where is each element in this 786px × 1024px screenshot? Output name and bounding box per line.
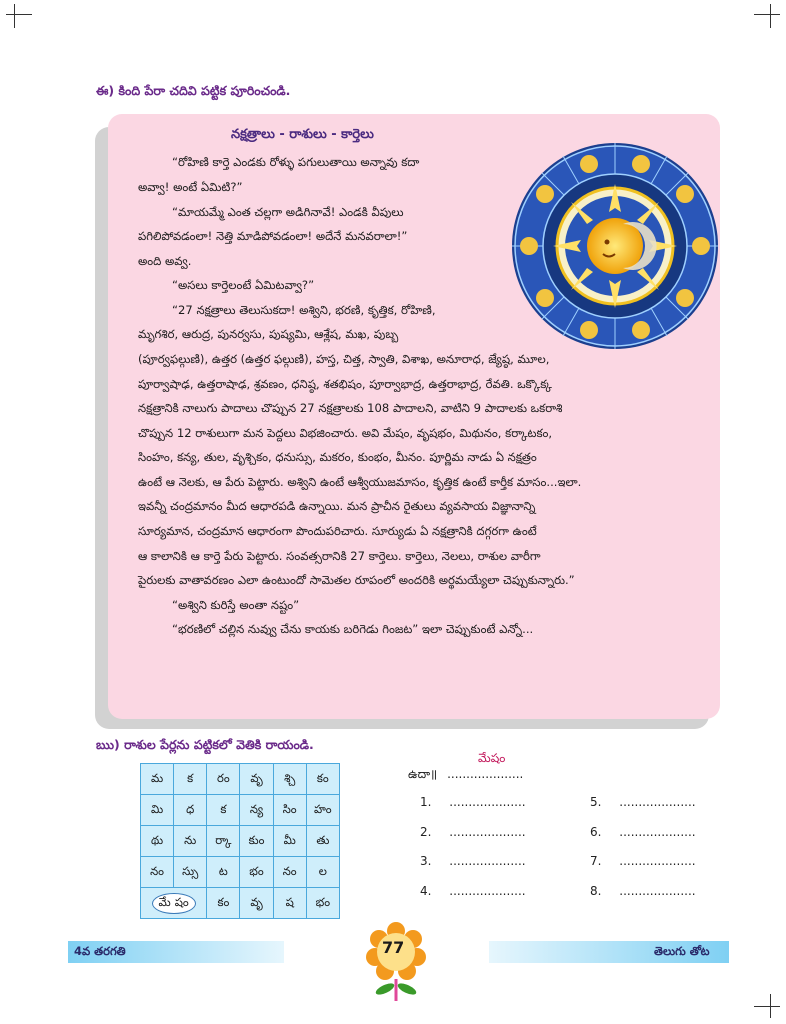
grid-cell: థు: [141, 826, 174, 857]
grid-cell: స్సు: [174, 857, 207, 888]
text-line: “భరణిలో చల్లిన నువ్వు చేను కాయకు బరిగెడు గింజట” ఇలా చెప్పుకుంటే ఎన్నో...: [172, 622, 534, 636]
answer-number: 1.: [420, 795, 432, 809]
text-line: “మాయమ్మే ఎంత చల్లగా అడిగినావే! ఎండకి వీపులు: [172, 205, 404, 219]
grid-cell: కుం: [240, 826, 273, 857]
answer-row-8[interactable]: [590, 884, 696, 898]
answer-row-4[interactable]: [420, 884, 526, 898]
example-answer: మేషం: [478, 751, 506, 765]
grid-cell: క: [174, 764, 207, 795]
grid-cell: నం: [273, 857, 306, 888]
grid-cell: న్య: [240, 795, 273, 826]
grid-cell: ష: [273, 888, 306, 919]
flower-page-badge: [365, 921, 427, 1003]
text-line: అవ్వా! అంటే ఏమిటి?”: [138, 180, 243, 194]
card-title: నక్షత్రాలు - రాశులు - కార్తెలు: [231, 127, 374, 142]
text-line: నక్షత్రానికి నాలుగు పాదాలు చొప్పున 27 నక్షత్రాలకు 108 పాదాలని, వాటిని 9 పాదాలకు ఒకరాశి: [138, 401, 563, 415]
grid-cell: శ్చి: [273, 764, 306, 795]
text-line: పూర్వాషాఢ, ఉత్తరాషాఢ, శ్రవణం, ధనిష్ఠ, శతభిషం, పూర్వాభాద్ర, ఉత్తరాభాద్ర, రేవతి. ఒక్కొక్క: [138, 377, 552, 391]
grid-cell: కం: [306, 764, 339, 795]
answer-blank[interactable]: ....................: [619, 884, 696, 898]
text-line: మృగశిర, ఆరుద్ర, పునర్వసు, పుష్యమి, ఆశ్లేష, మఖ, పుబ్బ: [138, 327, 399, 341]
grid-cell: వృ: [240, 764, 273, 795]
answer-row-6[interactable]: [590, 825, 696, 839]
text-line: “రోహిణి కార్తె ఎండకు రోళ్ళు పగులుతాయి అన్నావు కదా: [172, 155, 420, 169]
text-line: అంది అవ్వ.: [138, 254, 192, 268]
grid-cell: ధ: [174, 795, 207, 826]
answer-number: 4.: [420, 884, 432, 898]
circled-example-cell: [141, 888, 207, 919]
answer-blank[interactable]: ....................: [619, 825, 696, 839]
crop-mark: [754, 14, 780, 15]
text-line: “అశ్విని కురిస్తే అంతా నష్టం”: [172, 598, 300, 612]
grid-cell: మే: [158, 894, 171, 909]
grid-cell: ర్కా: [207, 826, 240, 857]
example-row: [408, 767, 523, 784]
crop-mark: [770, 994, 771, 1018]
grid-cell: రం: [207, 764, 240, 795]
answer-number: 7.: [590, 854, 602, 868]
crop-mark: [6, 14, 32, 15]
grid-cell: తు: [306, 826, 339, 857]
grid-cell: మ: [141, 764, 174, 795]
answer-number: 2.: [420, 825, 432, 839]
text-line: సూర్యమాన, చంద్రమాన ఆధారంగా పొందుపరిచారు. సూర్యుడు ఏ నక్షత్రానికి దగ్గరగా ఉంటే: [138, 524, 537, 538]
word-search-grid: [140, 763, 340, 919]
answer-blank[interactable]: ....................: [449, 825, 526, 839]
text-line: “27 నక్షత్రాలు తెలుసుకదా! అశ్విని, భరణి, కృత్తిక, రోహిణి,: [172, 303, 436, 317]
answer-blank: ....................: [447, 767, 524, 781]
crop-mark: [14, 4, 15, 28]
answer-blank[interactable]: ....................: [449, 795, 526, 809]
text-line: సింహం, కన్య, తుల, వృశ్చికం, ధనుస్సు, మకరం, కుంభం, మీనం. పూర్ణిమ నాడు ఏ నక్షత్రం: [138, 450, 537, 464]
grid-cell: వృ: [240, 888, 273, 919]
answer-blank[interactable]: ....................: [449, 854, 526, 868]
circled-example: [152, 893, 196, 914]
answer-row-1[interactable]: [420, 795, 526, 809]
answer-row-2[interactable]: [420, 825, 526, 839]
answer-blank[interactable]: ....................: [449, 884, 526, 898]
grid-cell: షం: [174, 894, 189, 909]
text-line: ఆ కాలానికి ఆ కార్తె పేరు పెట్టారు. సంవత్సరానికి 27 కార్తెలు. కార్తెలు, నెలలు, రాశుల వారీగా: [138, 549, 541, 563]
answer-number: 3.: [420, 854, 432, 868]
grid-cell: కం: [207, 888, 240, 919]
page-number: 77: [382, 938, 405, 957]
grid-cell: ట: [207, 857, 240, 888]
answer-row-5[interactable]: [590, 795, 696, 809]
grid-cell: సిం: [273, 795, 306, 826]
grid-cell: మీ: [273, 826, 306, 857]
answer-blank[interactable]: ....................: [619, 795, 696, 809]
text-line: “అసలు కార్తెలంటే ఏమిటవ్వా?”: [172, 278, 315, 292]
answer-number: 8.: [590, 884, 602, 898]
text-line: ఉంటే ఆ నెలకు, ఆ పేరు పెట్టారు. అశ్విని ఉంటే ఆశ్వీయుజమాసం, కృత్తిక ఉంటే కార్తీక మాసం...ఇలా.: [138, 475, 582, 489]
section-heading: ఈ) కింది పేరా చదివి పట్టిక పూరించండి.: [96, 83, 291, 98]
grid-cell: నం: [141, 857, 174, 888]
grid-cell: హం: [306, 795, 339, 826]
footer-class-label: 4వ తరగతి: [74, 944, 126, 958]
answer-number: 5.: [590, 795, 602, 809]
grid-cell: క: [207, 795, 240, 826]
grid-cell: మి: [141, 795, 174, 826]
example-label: ఉదా॥: [408, 767, 438, 781]
answer-row-7[interactable]: [590, 854, 696, 868]
crop-mark: [754, 1006, 780, 1007]
grid-cell: ల: [306, 857, 339, 888]
grid-cell: ను: [174, 826, 207, 857]
answer-number: 6.: [590, 825, 602, 839]
text-line: చొప్పున 12 రాశులుగా మన పెద్దలు విభజించారు. అవి మేషం, వృషభం, మిథునం, కర్కాటకం,: [138, 426, 553, 440]
grid-cell: భం: [306, 888, 339, 919]
footer-book-title: తెలుగు తోట: [654, 944, 710, 958]
answer-blank[interactable]: ....................: [619, 854, 696, 868]
text-line: ఇవన్నీ చంద్రమానం మీద ఆధారపడి ఉన్నాయి. మన ప్రాచీన రైతులు వ్యవసాయ విజ్ఞానాన్ని: [138, 499, 536, 513]
crop-mark: [770, 4, 771, 28]
answer-row-3[interactable]: [420, 854, 526, 868]
text-line: పగిలిపోవడంలా! నెత్తి మాడిపోవడంలా! అదేనే మనవరాలా!”: [138, 229, 408, 243]
text-line: పైరులకు వాతావరణం ఎలా ఉంటుందో సామెతల రూపంలో అందరికి అర్థమయ్యేలా చెప్పుకున్నారు.”: [138, 573, 575, 587]
text-line: (పూర్వఫల్గుణి), ఉత్తర (ఉత్తర ఫల్గుణి), హస్త, చిత్త, స్వాతి, విశాఖ, అనూరాధ, జ్యేష్ఠ, మూల,: [138, 352, 550, 366]
grid-cell: భం: [240, 857, 273, 888]
puzzle-heading: ఋ) రాశుల పేర్లను పట్టికలో వెతికి రాయండి.: [96, 737, 314, 752]
zodiac-wheel-illustration: [511, 142, 719, 350]
